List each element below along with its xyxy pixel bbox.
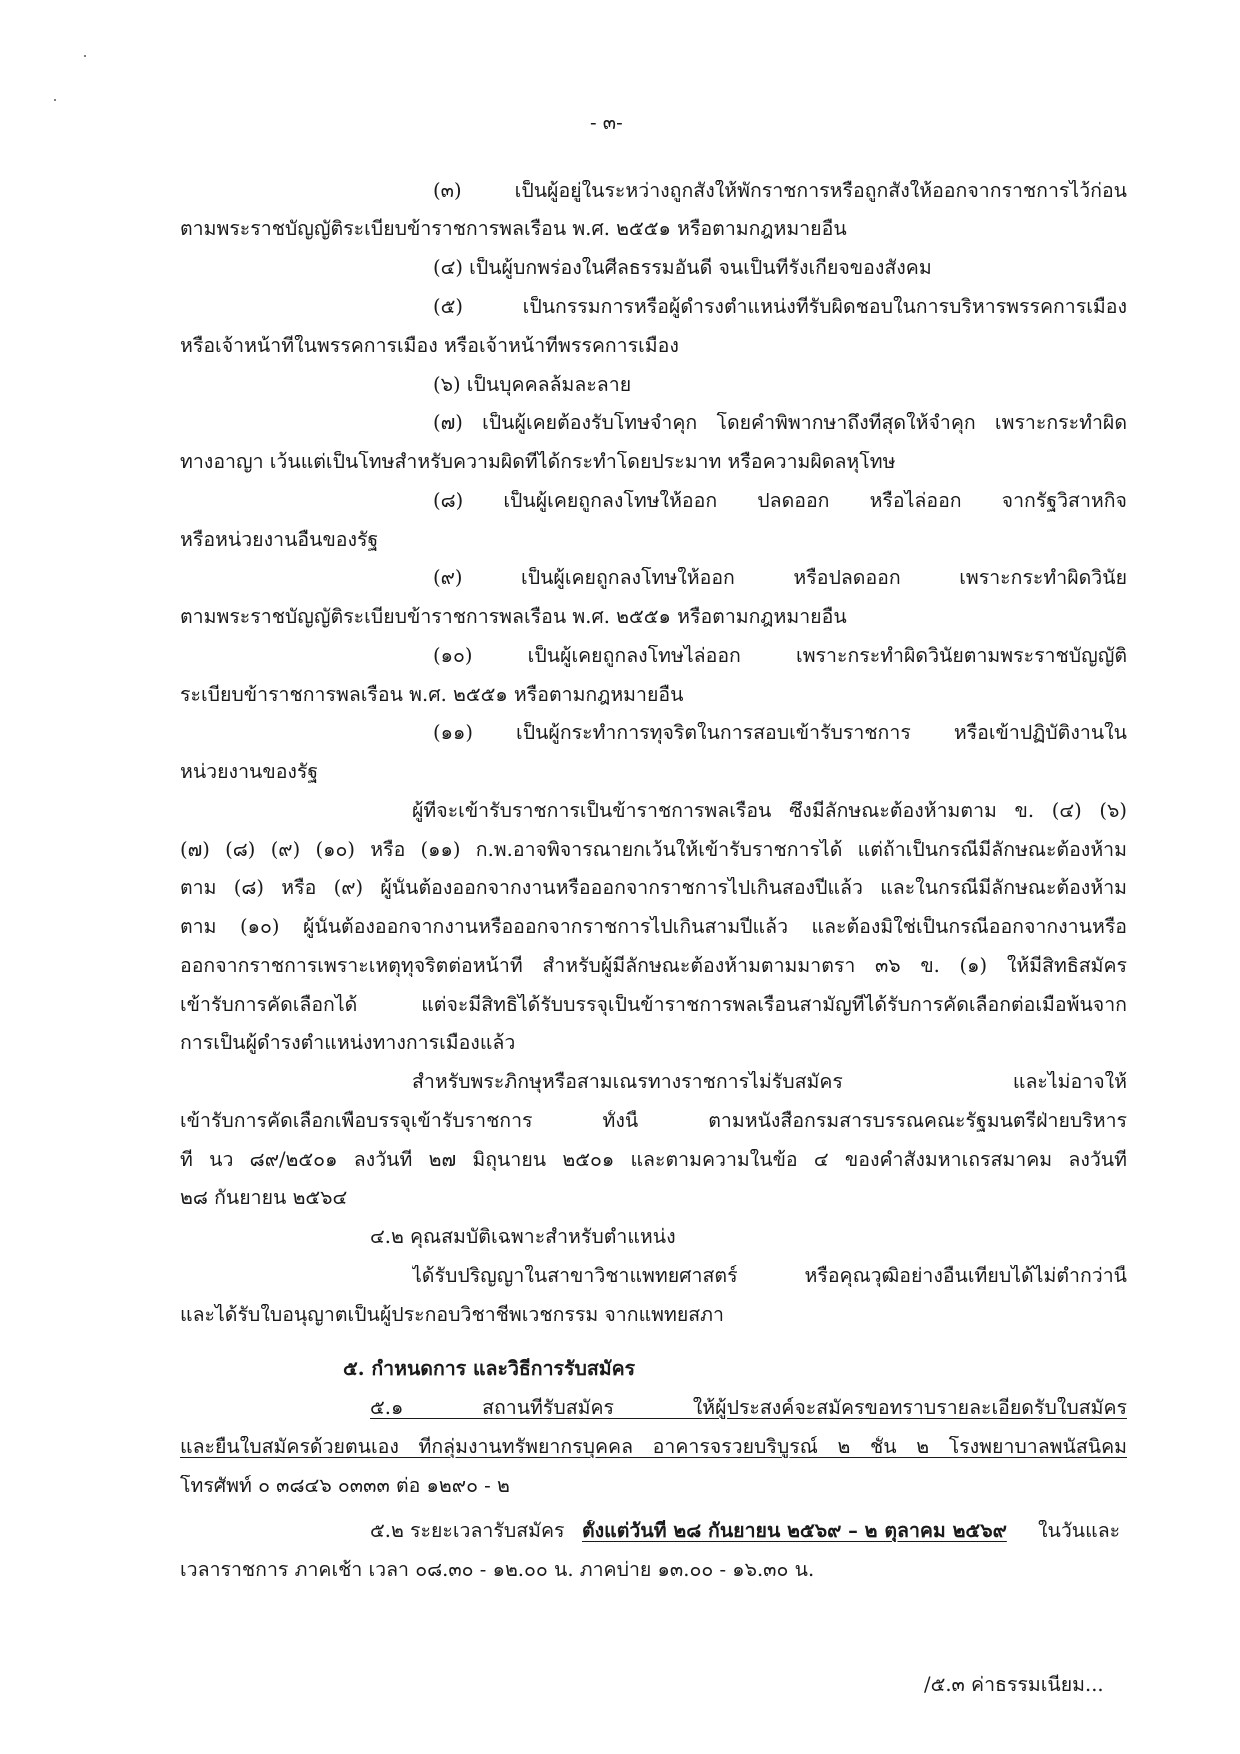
item-6: (๖) เป็นบุคคลล้มละลาย (433, 374, 632, 396)
section-5-heading: ๕. กำหนดการ และวิธีการรับสมัคร (343, 1358, 636, 1380)
monks-line-4: ๒๘ กันยายน ๒๕๖๔ (180, 1187, 348, 1209)
item-5-line-1: (๕) เป็นกรรมการหรือผู้ดำรงตำแหน่งที่รับผิดชอบในการบริหารพรรคการเมือง (433, 296, 1127, 318)
item-9-line-2: ตามพระราชบัญญัติระเบียบข้าราชการพลเรือน พ.ศ. ๒๕๕๑ หรือตามกฎหมายอื่น (180, 606, 847, 628)
item-4: (๔) เป็นผู้บกพร่องในศีลธรรมอันดี จนเป็นที่รังเกียจของสังคม (433, 257, 932, 279)
item-8-line-2: หรือหน่วยงานอื่นของรัฐ (180, 529, 379, 551)
section-5-2-tail: ในวันและ (1038, 1520, 1121, 1542)
item-3-line-1: (๓) เป็นผู้อยู่ในระหว่างถูกสั่งให้พักราชการหรือถูกสั่งให้ออกจากราชการไว้ก่อน (433, 180, 1127, 202)
exemption-line-1: ผู้ที่จะเข้ารับราชการเป็นข้าราชการพลเรือน ซึ่งมีลักษณะต้องห้ามตาม ข. (๔) (๖) (412, 800, 1127, 822)
item-11-line-1: (๑๑) เป็นผู้กระทำการทุจริตในการสอบเข้ารับราชการ หรือเข้าปฏิบัติงานใน (433, 722, 1127, 744)
item-11-line-2: หน่วยงานของรัฐ (180, 761, 319, 783)
section-4-2-line-2: และได้รับใบอนุญาตเป็นผู้ประกอบวิชาชีพเวชกรรม จากแพทยสภา (180, 1304, 724, 1326)
item-10-line-1: (๑๐) เป็นผู้เคยถูกลงโทษไล่ออก เพราะกระทำผิดวินัยตามพระราชบัญญัติ (433, 645, 1127, 667)
item-5-line-2: หรือเจ้าหน้าที่ในพรรคการเมือง หรือเจ้าหน้าที่พรรคการเมือง (180, 335, 679, 357)
exemption-line-3: ตาม (๘) หรือ (๙) ผู้นั้นต้องออกจากงานหรือออกจากราชการไปเกินสองปีแล้ว และในกรณีมีลักษณะต้องห้าม (180, 877, 1127, 899)
continuation-note: /๕.๓ ค่าธรรมเนียม... (924, 1674, 1104, 1696)
monks-line-1: สำหรับพระภิกษุหรือสามเณรทางราชการไม่รับสมัคร และไม่อาจให้ (412, 1071, 1127, 1093)
section-5-1-line-1: ๕.๑ สถานที่รับสมัคร ให้ผู้ประสงค์จะสมัครขอทราบรายละเอียดรับใบสมัคร (370, 1397, 1127, 1419)
monks-line-2: เข้ารับการคัดเลือกเพื่อบรรจุเข้ารับราชการ ทั้งนี้ ตามหนังสือกรมสารบรรณคณะรัฐมนตรีฝ่ายบริหาร (180, 1110, 1127, 1132)
page-number: - ๓- (590, 112, 623, 134)
item-8-line-1: (๘) เป็นผู้เคยถูกลงโทษให้ออก ปลดออก หรือไล่ออก จากรัฐวิสาหกิจ (433, 490, 1127, 512)
section-5-2-line-2: เวลาราชการ ภาคเช้า เวลา ๐๘.๓๐ - ๑๒.๐๐ น. ภาคบ่าย ๑๓.๐๐ - ๑๖.๓๐ น. (180, 1559, 815, 1581)
exemption-line-6: เข้ารับการคัดเลือกได้ แต่จะมีสิทธิได้รับบรรจุเป็นข้าราชการพลเรือนสามัญที่ได้รับการคัดเลือกต่อเมื่อพ้นจาก (180, 994, 1127, 1016)
section-4-2-heading: ๔.๒ คุณสมบัติเฉพาะสำหรับตำแหน่ง (370, 1226, 676, 1248)
exemption-line-4: ตาม (๑๐) ผู้นั้นต้องออกจากงานหรือออกจากราชการไปเกินสามปีแล้ว และต้องมิใช่เป็นกรณีออกจากงานหรือ (180, 916, 1127, 938)
item-7-line-1: (๗) เป็นผู้เคยต้องรับโทษจำคุก โดยคำพิพากษาถึงที่สุดให้จำคุก เพราะกระทำผิด (433, 412, 1127, 434)
exemption-line-7: การเป็นผู้ดำรงตำแหน่งทางการเมืองแล้ว (180, 1032, 516, 1054)
section-5-2-label: ๕.๒ ระยะเวลารับสมัคร (370, 1520, 565, 1542)
monks-line-3: ที่ นว ๘๙/๒๕๐๑ ลงวันที่ ๒๗ มิถุนายน ๒๕๐๑ และตามความในข้อ ๔ ของคำสั่งมหาเถรสมาคม ลงวันที่ (180, 1149, 1127, 1171)
exemption-line-5: ออกจากราชการเพราะเหตุทุจริตต่อหน้าที่ สำหรับผู้มีลักษณะต้องห้ามตามมาตรา ๓๖ ข. (๑) ให้มีสิทธิสมัคร (180, 955, 1127, 977)
item-10-line-2: ระเบียบข้าราชการพลเรือน พ.ศ. ๒๕๕๑ หรือตามกฎหมายอื่น (180, 684, 684, 706)
section-5-2-dates: ตั้งแต่วันที่ ๒๘ กันยายน ๒๕๖๙ – ๒ ตุลาคม ๒๕๖๙ (582, 1520, 1007, 1542)
item-9-line-1: (๙) เป็นผู้เคยถูกลงโทษให้ออก หรือปลดออก เพราะกระทำผิดวินัย (433, 567, 1127, 589)
scan-speck (54, 99, 56, 101)
section-5-1-line-2: และยื่นใบสมัครด้วยตนเอง ที่กลุ่มงานทรัพยากรบุคคล อาคารจรวยบริบูรณ์ ๒ ชั้น ๒ โรงพยาบาลพนัสนิคม (180, 1436, 1127, 1458)
section-5-1-line-3: โทรศัพท์ ๐ ๓๘๔๖ ๐๓๓๓ ต่อ ๑๒๙๐ - ๒ (180, 1475, 510, 1497)
section-4-2-line-1: ได้รับปริญญาในสาขาวิชาแพทยศาสตร์ หรือคุณวุฒิอย่างอื่นเทียบได้ไม่ต่ำกว่านี้ (412, 1265, 1127, 1287)
scan-speck (84, 55, 86, 57)
item-7-line-2: ทางอาญา เว้นแต่เป็นโทษสำหรับความผิดที่ได้กระทำโดยประมาท หรือความผิดลหุโทษ (180, 451, 896, 473)
item-3-line-2: ตามพระราชบัญญัติระเบียบข้าราชการพลเรือน พ.ศ. ๒๕๕๑ หรือตามกฎหมายอื่น (180, 218, 847, 240)
exemption-line-2: (๗) (๘) (๙) (๑๐) หรือ (๑๑) ก.พ.อาจพิจารณายกเว้นให้เข้ารับราชการได้ แต่ถ้าเป็นกรณีมีลักษณะต้องห้าม (180, 839, 1127, 861)
